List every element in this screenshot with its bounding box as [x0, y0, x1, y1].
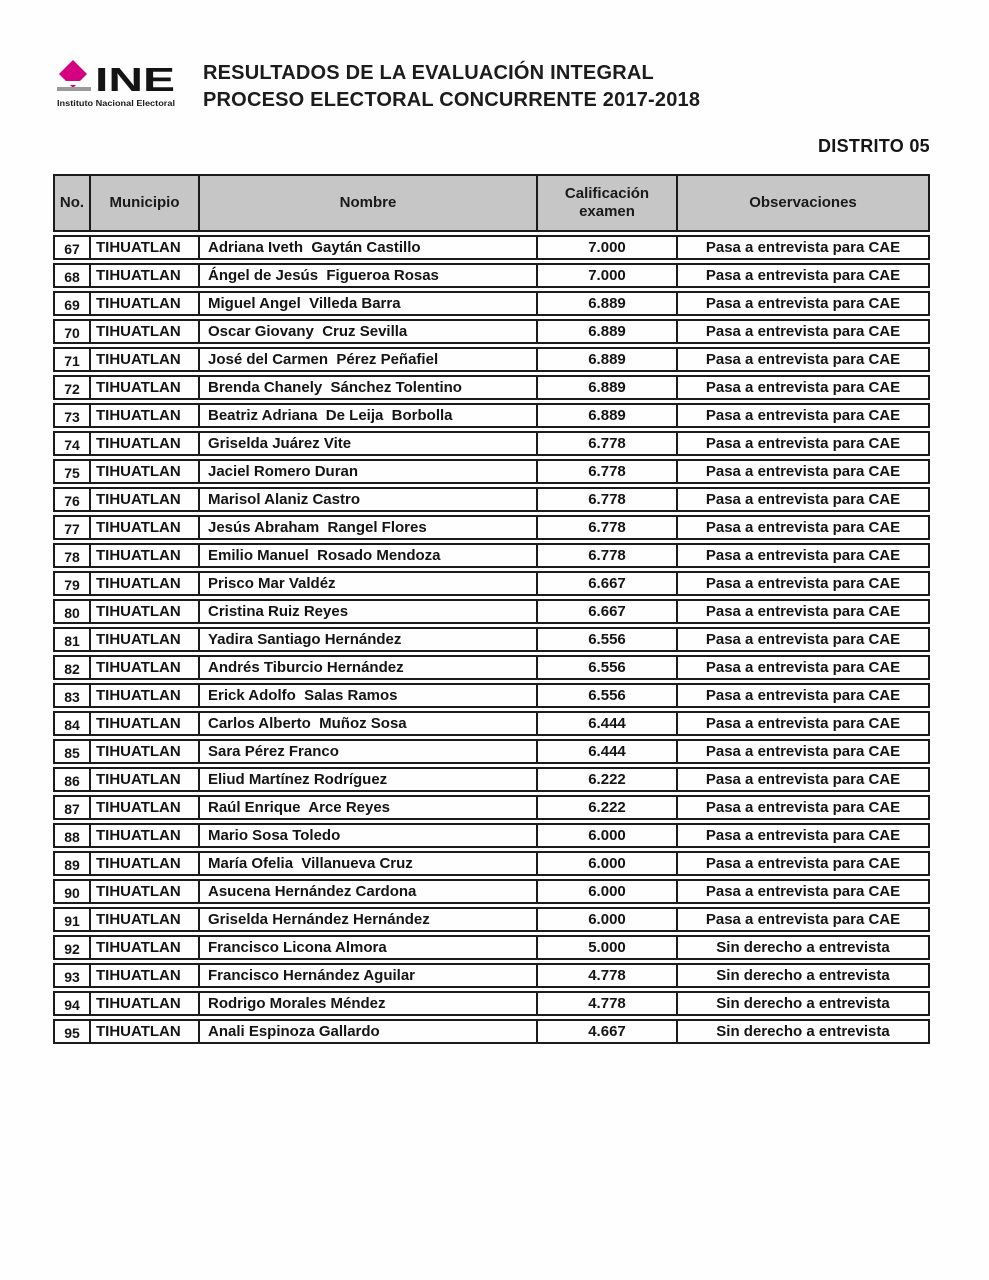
cell-no: 85	[64, 745, 80, 761]
cell-calificacion: 6.667	[536, 601, 676, 622]
cell-calificacion: 6.889	[536, 349, 676, 370]
table-row	[53, 655, 930, 680]
cell-no: 71	[64, 353, 80, 369]
cell-municipio: TIHUATLAN	[89, 853, 198, 874]
column-header-nombre: Nombre	[198, 176, 536, 230]
cell-no: 72	[64, 381, 80, 397]
cell-no: 73	[64, 409, 80, 425]
cell-municipio: TIHUATLAN	[89, 909, 198, 930]
cell-nombre: Erick Adolfo Salas Ramos	[198, 685, 536, 706]
table-row	[53, 879, 930, 904]
cell-no: 79	[64, 577, 80, 593]
ine-logo	[57, 58, 177, 114]
ine-diamond-base	[57, 87, 91, 91]
cell-calificacion: 7.000	[536, 237, 676, 258]
cell-nombre: María Ofelia Villanueva Cruz	[198, 853, 536, 874]
cell-municipio: TIHUATLAN	[89, 377, 198, 398]
cell-no: 82	[64, 661, 80, 677]
cell-no: 83	[64, 689, 80, 705]
cell-municipio: TIHUATLAN	[89, 321, 198, 342]
cell-municipio: TIHUATLAN	[89, 349, 198, 370]
cell-calificacion: 6.667	[536, 573, 676, 594]
cell-municipio: TIHUATLAN	[89, 1021, 198, 1042]
cell-observaciones: Pasa a entrevista para CAE	[676, 265, 928, 286]
cell-no: 89	[64, 857, 80, 873]
cell-no: 74	[64, 437, 80, 453]
cell-calificacion: 6.444	[536, 741, 676, 762]
cell-observaciones: Sin derecho a entrevista	[676, 993, 928, 1014]
cell-calificacion: 6.778	[536, 489, 676, 510]
cell-observaciones: Pasa a entrevista para CAE	[676, 741, 928, 762]
ine-brand-text: INE	[95, 61, 175, 98]
cell-no: 87	[64, 801, 80, 817]
cell-nombre: Mario Sosa Toledo	[198, 825, 536, 846]
column-header-observaciones: Observaciones	[676, 176, 928, 230]
cell-municipio: TIHUATLAN	[89, 825, 198, 846]
table-row	[53, 403, 930, 428]
cell-municipio: TIHUATLAN	[89, 601, 198, 622]
table-row	[53, 431, 930, 456]
table-row	[53, 515, 930, 540]
cell-calificacion: 6.556	[536, 657, 676, 678]
cell-no: 80	[64, 605, 80, 621]
cell-nombre: Asucena Hernández Cardona	[198, 881, 536, 902]
cell-observaciones: Pasa a entrevista para CAE	[676, 293, 928, 314]
cell-nombre: Jaciel Romero Duran	[198, 461, 536, 482]
cell-nombre: Emilio Manuel Rosado Mendoza	[198, 545, 536, 566]
cell-municipio: TIHUATLAN	[89, 489, 198, 510]
cell-observaciones: Pasa a entrevista para CAE	[676, 769, 928, 790]
cell-observaciones: Sin derecho a entrevista	[676, 937, 928, 958]
cell-calificacion: 6.000	[536, 881, 676, 902]
cell-observaciones: Pasa a entrevista para CAE	[676, 713, 928, 734]
cell-municipio: TIHUATLAN	[89, 657, 198, 678]
cell-observaciones: Pasa a entrevista para CAE	[676, 377, 928, 398]
column-header-calificacion: Calificación examen	[536, 176, 676, 230]
cell-nombre: Anali Espinoza Gallardo	[198, 1021, 536, 1042]
page-title	[203, 58, 700, 114]
district-label: DISTRITO 05	[818, 136, 930, 156]
table-row	[53, 711, 930, 736]
cell-nombre: Marisol Alaniz Castro	[198, 489, 536, 510]
table-row	[53, 767, 930, 792]
table-row	[53, 627, 930, 652]
cell-municipio: TIHUATLAN	[89, 629, 198, 650]
table-header-row	[53, 174, 930, 232]
cell-calificacion: 5.000	[536, 937, 676, 958]
cell-calificacion: 6.778	[536, 461, 676, 482]
table-row	[53, 263, 930, 288]
cell-calificacion: 4.667	[536, 1021, 676, 1042]
cell-municipio: TIHUATLAN	[89, 797, 198, 818]
cell-calificacion: 6.556	[536, 685, 676, 706]
cell-calificacion: 6.222	[536, 797, 676, 818]
table-row	[53, 795, 930, 820]
cell-nombre: Griselda Hernández Hernández	[198, 909, 536, 930]
cell-nombre: Cristina Ruiz Reyes	[198, 601, 536, 622]
cell-no: 95	[64, 1025, 80, 1041]
cell-municipio: TIHUATLAN	[89, 293, 198, 314]
cell-nombre: Beatriz Adriana De Leija Borbolla	[198, 405, 536, 426]
table-row	[53, 543, 930, 568]
cell-municipio: TIHUATLAN	[89, 237, 198, 258]
cell-municipio: TIHUATLAN	[89, 741, 198, 762]
cell-calificacion: 4.778	[536, 993, 676, 1014]
table-row	[53, 851, 930, 876]
cell-municipio: TIHUATLAN	[89, 265, 198, 286]
cell-observaciones: Pasa a entrevista para CAE	[676, 517, 928, 538]
cell-nombre: Eliud Martínez Rodríguez	[198, 769, 536, 790]
cell-no: 75	[64, 465, 80, 481]
table-body	[53, 235, 930, 1044]
cell-calificacion: 6.889	[536, 321, 676, 342]
cell-no: 88	[64, 829, 80, 845]
table-row	[53, 291, 930, 316]
column-header-no: No.	[59, 194, 85, 211]
cell-calificacion: 6.222	[536, 769, 676, 790]
table-row	[53, 375, 930, 400]
cell-nombre: José del Carmen Pérez Peñafiel	[198, 349, 536, 370]
cell-no: 86	[64, 773, 80, 789]
cell-observaciones: Pasa a entrevista para CAE	[676, 909, 928, 930]
cell-calificacion: 6.889	[536, 377, 676, 398]
cell-municipio: TIHUATLAN	[89, 573, 198, 594]
cell-nombre: Carlos Alberto Muñoz Sosa	[198, 713, 536, 734]
cell-no: 81	[64, 633, 80, 649]
table-row	[53, 571, 930, 596]
cell-nombre: Ángel de Jesús Figueroa Rosas	[198, 265, 536, 286]
cell-municipio: TIHUATLAN	[89, 685, 198, 706]
table-row	[53, 347, 930, 372]
cell-municipio: TIHUATLAN	[89, 965, 198, 986]
table-row	[53, 963, 930, 988]
title-line-1: RESULTADOS DE LA EVALUACIÓN INTEGRAL	[203, 62, 654, 84]
cell-municipio: TIHUATLAN	[89, 433, 198, 454]
cell-municipio: TIHUATLAN	[89, 461, 198, 482]
cell-nombre: Francisco Hernández Aguilar	[198, 965, 536, 986]
cell-observaciones: Pasa a entrevista para CAE	[676, 545, 928, 566]
cell-observaciones: Pasa a entrevista para CAE	[676, 405, 928, 426]
table-row	[53, 487, 930, 512]
cell-observaciones: Pasa a entrevista para CAE	[676, 797, 928, 818]
results-table	[53, 174, 930, 1044]
cell-observaciones: Pasa a entrevista para CAE	[676, 461, 928, 482]
table-row	[53, 235, 930, 260]
cell-nombre: Rodrigo Morales Méndez	[198, 993, 536, 1014]
cell-calificacion: 6.778	[536, 545, 676, 566]
cell-observaciones: Pasa a entrevista para CAE	[676, 629, 928, 650]
cell-no: 93	[64, 969, 80, 985]
cell-no: 67	[64, 241, 80, 257]
cell-calificacion: 6.556	[536, 629, 676, 650]
cell-calificacion: 6.000	[536, 909, 676, 930]
cell-no: 78	[64, 549, 80, 565]
cell-nombre: Andrés Tiburcio Hernández	[198, 657, 536, 678]
table-row	[53, 823, 930, 848]
cell-observaciones: Pasa a entrevista para CAE	[676, 825, 928, 846]
cell-calificacion: 6.000	[536, 825, 676, 846]
cell-observaciones: Pasa a entrevista para CAE	[676, 349, 928, 370]
cell-observaciones: Pasa a entrevista para CAE	[676, 489, 928, 510]
cell-no: 70	[64, 325, 80, 341]
cell-municipio: TIHUATLAN	[89, 517, 198, 538]
cell-nombre: Raúl Enrique Arce Reyes	[198, 797, 536, 818]
table-row	[53, 599, 930, 624]
table-row	[53, 319, 930, 344]
title-line-2: PROCESO ELECTORAL CONCURRENTE 2017-2018	[203, 89, 701, 111]
cell-nombre: Jesús Abraham Rangel Flores	[198, 517, 536, 538]
cell-calificacion: 6.889	[536, 405, 676, 426]
cell-no: 84	[64, 717, 80, 733]
cell-observaciones: Pasa a entrevista para CAE	[676, 433, 928, 454]
cell-nombre: Yadira Santiago Hernández	[198, 629, 536, 650]
cell-calificacion: 6.444	[536, 713, 676, 734]
cell-municipio: TIHUATLAN	[89, 993, 198, 1014]
cell-observaciones: Pasa a entrevista para CAE	[676, 853, 928, 874]
cell-calificacion: 4.778	[536, 965, 676, 986]
cell-observaciones: Pasa a entrevista para CAE	[676, 881, 928, 902]
cell-nombre: Adriana Iveth Gaytán Castillo	[198, 237, 536, 258]
cell-no: 68	[64, 269, 80, 285]
cell-observaciones: Pasa a entrevista para CAE	[676, 657, 928, 678]
cell-municipio: TIHUATLAN	[89, 881, 198, 902]
cell-municipio: TIHUATLAN	[89, 713, 198, 734]
cell-observaciones: Sin derecho a entrevista	[676, 965, 928, 986]
cell-nombre: Prisco Mar Valdéz	[198, 573, 536, 594]
cell-nombre: Francisco Licona Almora	[198, 937, 536, 958]
cell-calificacion: 6.000	[536, 853, 676, 874]
cell-no: 92	[64, 941, 80, 957]
cell-municipio: TIHUATLAN	[89, 769, 198, 790]
cell-no: 69	[64, 297, 80, 313]
cell-calificacion: 6.889	[536, 293, 676, 314]
column-header-municipio: Municipio	[89, 176, 198, 230]
cell-calificacion: 7.000	[536, 265, 676, 286]
table-row	[53, 991, 930, 1016]
cell-observaciones: Pasa a entrevista para CAE	[676, 685, 928, 706]
cell-nombre: Brenda Chanely Sánchez Tolentino	[198, 377, 536, 398]
cell-nombre: Miguel Angel Villeda Barra	[198, 293, 536, 314]
cell-no: 91	[64, 913, 80, 929]
ine-logo-graphic	[57, 58, 177, 114]
cell-nombre: Oscar Giovany Cruz Sevilla	[198, 321, 536, 342]
table-row	[53, 1019, 930, 1044]
cell-observaciones: Pasa a entrevista para CAE	[676, 237, 928, 258]
table-row	[53, 683, 930, 708]
cell-observaciones: Pasa a entrevista para CAE	[676, 321, 928, 342]
cell-municipio: TIHUATLAN	[89, 545, 198, 566]
cell-nombre: Griselda Juárez Vite	[198, 433, 536, 454]
document-header	[0, 0, 989, 114]
cell-calificacion: 6.778	[536, 433, 676, 454]
cell-calificacion: 6.778	[536, 517, 676, 538]
cell-observaciones: Sin derecho a entrevista	[676, 1021, 928, 1042]
table-row	[53, 459, 930, 484]
ine-subtitle-text: Instituto Nacional Electoral	[57, 98, 175, 108]
table-row	[53, 739, 930, 764]
cell-no: 76	[64, 493, 80, 509]
table-row	[53, 935, 930, 960]
cell-nombre: Sara Pérez Franco	[198, 741, 536, 762]
cell-no: 94	[64, 997, 80, 1013]
cell-municipio: TIHUATLAN	[89, 937, 198, 958]
cell-observaciones: Pasa a entrevista para CAE	[676, 573, 928, 594]
cell-no: 77	[64, 521, 80, 537]
table-row	[53, 907, 930, 932]
cell-municipio: TIHUATLAN	[89, 405, 198, 426]
cell-no: 90	[64, 885, 80, 901]
cell-observaciones: Pasa a entrevista para CAE	[676, 601, 928, 622]
